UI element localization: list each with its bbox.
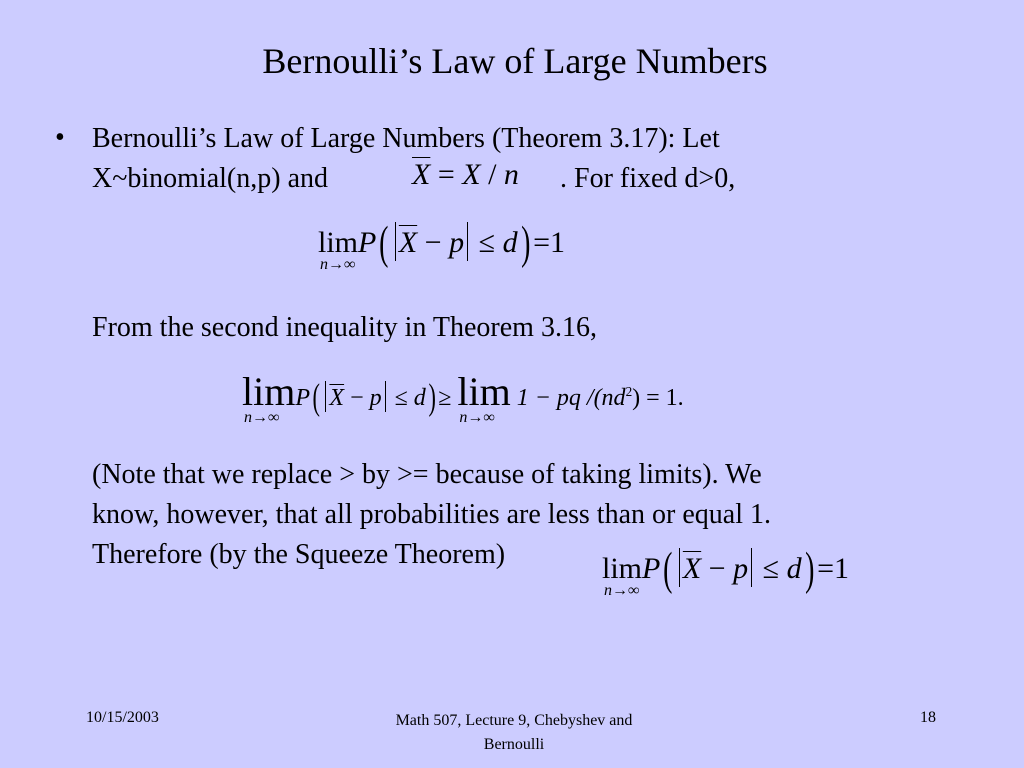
minus-sign: − (424, 226, 442, 259)
limit-inequality-equation (242, 368, 684, 426)
left-paren: ( (663, 543, 673, 595)
rhs-expression: 1 − pq /(nd (516, 385, 626, 411)
abs-bar-right (751, 548, 752, 587)
d-symbol: d (786, 552, 802, 585)
rhs-expression-end: ) = 1. (632, 385, 684, 411)
inline-equation-xbar (412, 158, 519, 192)
d-symbol: d (413, 385, 426, 411)
right-paren: ) (804, 543, 814, 595)
footer-course-line-1: Math 507, Lecture 9, Chebyshev and (395, 712, 633, 729)
theorem-line-2-end: . For fixed d>0, (560, 163, 736, 194)
abs-bar-left (395, 222, 396, 261)
xbar-symbol: $\overline{X}$ (412, 158, 431, 191)
lim-word: lim (318, 226, 359, 259)
lim-subscript: n→∞ (459, 409, 495, 426)
abs-bar-left (325, 381, 326, 412)
leq-sign: ≤ (478, 226, 496, 259)
p-symbol: p (449, 226, 465, 259)
theorem-line-1: Bernoulli’s Law of Large Numbers (Theorem 3.17): Let (92, 123, 720, 154)
lim-word: lim (602, 552, 643, 585)
limit-operator (602, 552, 643, 599)
minus-sign: − (708, 552, 726, 585)
one-value: 1 (833, 552, 849, 585)
probability-symbol: P (295, 385, 311, 411)
left-paren: ( (312, 377, 320, 419)
note-line-3: Therefore (by the Squeeze Theorem) (92, 539, 506, 570)
footer-date: 10/15/2003 (86, 709, 159, 726)
lim-word: lim (242, 369, 296, 414)
limit-operator-right (457, 368, 511, 426)
n-symbol: n (503, 158, 519, 191)
abs-bar-right (385, 381, 386, 412)
equals-sign: = (437, 158, 455, 191)
right-paren: ) (520, 217, 530, 269)
left-paren: ( (379, 217, 389, 269)
minus-sign: − (350, 385, 364, 411)
leq-sign: ≤ (394, 385, 408, 411)
slide-title: Bernoulli’s Law of Large Numbers (262, 41, 768, 81)
equals-sign: = (533, 226, 550, 259)
probability-symbol: P (642, 552, 661, 585)
equals-sign: = (817, 552, 834, 585)
p-symbol: p (369, 385, 382, 411)
geq-sign: ≥ (438, 385, 452, 411)
abs-bar-right (467, 222, 468, 261)
footer-course (355, 709, 673, 757)
probability-symbol: P (358, 226, 377, 259)
limit-operator (318, 226, 359, 273)
theorem-line-2-start: X~binomial(n,p) and (92, 163, 328, 194)
right-paren: ) (428, 377, 436, 419)
lim-subscript: n→∞ (604, 582, 640, 599)
lim-subscript: n→∞ (244, 409, 280, 426)
p-symbol: p (733, 552, 749, 585)
lim-subscript: n→∞ (320, 256, 356, 273)
note-line-1: (Note that we replace > by >= because of taking limits). We (92, 459, 762, 490)
slash-symbol: / (488, 158, 497, 191)
note-line-2: know, however, that all probabilities are less than or equal 1. (92, 499, 771, 530)
limit-equation-2 (602, 543, 849, 599)
lim-word: lim (457, 369, 511, 414)
paragraph-inequality: From the second inequality in Theorem 3.16, (92, 312, 597, 343)
limit-operator-left (242, 368, 296, 426)
abs-bar-left (679, 548, 680, 587)
footer-page-number: 18 (920, 709, 936, 726)
one-value: 1 (549, 226, 565, 259)
rhs-exponent: 2 (625, 384, 633, 399)
leq-sign: ≤ (762, 552, 780, 585)
xbar-symbol: $\overline{X}$ (398, 226, 418, 259)
footer-course-line-2: Bernoulli (483, 736, 545, 753)
xbar-symbol: $\overline{X}$ (329, 385, 345, 411)
d-symbol: d (502, 226, 518, 259)
xbar-symbol: $\overline{X}$ (682, 552, 702, 585)
limit-equation-1 (318, 217, 565, 273)
x-symbol: X (462, 158, 481, 191)
bullet-marker: • (55, 122, 65, 153)
